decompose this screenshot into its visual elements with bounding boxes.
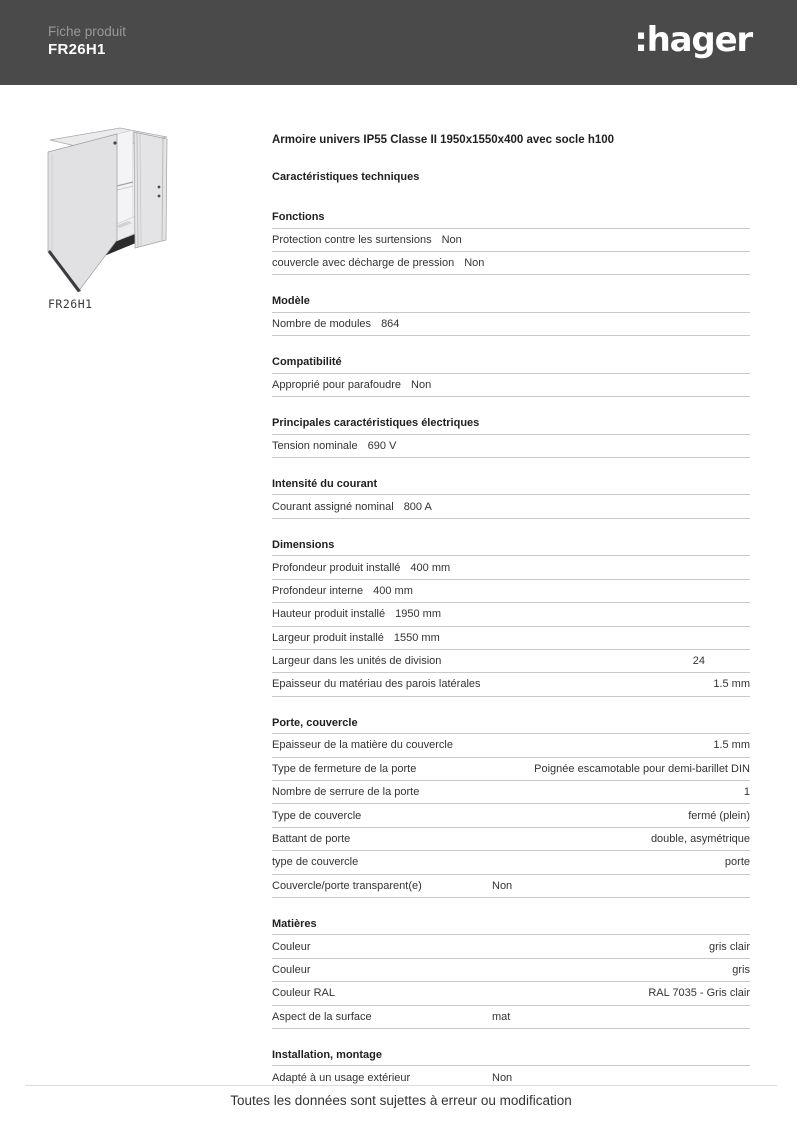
spec-section — [272, 918, 750, 1029]
spec-label: Hauteur produit installé — [272, 608, 386, 621]
spec-value: 400 mm — [373, 584, 413, 597]
spec-row — [272, 627, 750, 650]
spec-row — [272, 374, 750, 397]
doc-type-label: Fiche produit — [48, 24, 127, 39]
spec-column — [272, 133, 750, 1085]
spec-value: mat — [492, 1010, 511, 1023]
spec-sections — [272, 211, 750, 1085]
spec-value: double, asymétrique — [650, 832, 750, 845]
spec-value: Non — [492, 879, 513, 892]
section-heading: Principales caractéristiques électriques — [272, 417, 750, 435]
section-heading: Dimensions — [272, 539, 750, 557]
spec-row — [272, 313, 750, 336]
spec-value: 1550 mm — [393, 631, 440, 644]
header-bar — [0, 0, 797, 85]
spec-value: Non — [464, 257, 485, 270]
spec-label: Nombre de modules — [272, 317, 372, 330]
spec-row — [272, 603, 750, 626]
spec-row — [272, 781, 750, 804]
spec-label: Profondeur interne — [272, 584, 364, 597]
page-title: Armoire univers IP55 Classe II 1950x1550x400 avec socle h100 — [272, 134, 615, 146]
spec-value: 864 — [381, 317, 400, 330]
header-product-code: FR26H1 — [48, 41, 106, 58]
spec-row — [272, 580, 750, 603]
spec-value: RAL 7035 - Gris clair — [648, 987, 750, 1000]
spec-section — [272, 478, 750, 519]
spec-section — [272, 295, 750, 336]
spec-value: 400 mm — [410, 561, 451, 574]
spec-label: Protection contre les surtensions — [272, 233, 432, 246]
spec-value: Non — [492, 1071, 513, 1084]
spec-value: 1.5 mm — [713, 739, 750, 752]
spec-value: gris clair — [709, 940, 750, 953]
image-caption: FR26H1 — [48, 297, 93, 311]
characteristics-subtitle: Caractéristiques techniques — [272, 171, 420, 183]
spec-row — [272, 982, 750, 1005]
spec-row — [272, 851, 750, 874]
spec-row — [272, 804, 750, 827]
section-heading: Installation, montage — [272, 1049, 750, 1067]
spec-value: porte — [724, 856, 750, 869]
spec-row — [272, 875, 750, 898]
spec-section — [272, 356, 750, 397]
spec-value: 690 V — [367, 439, 397, 452]
spec-row — [272, 650, 750, 673]
spec-section — [272, 539, 750, 697]
spec-row — [272, 252, 750, 275]
spec-label: Profondeur produit installé — [272, 561, 401, 574]
section-heading: Matières — [272, 918, 750, 936]
spec-label: Couleur — [272, 940, 311, 953]
spec-label: Tension nominale — [272, 439, 358, 452]
spec-label: type de couvercle — [272, 856, 359, 869]
spec-label: Largeur dans les unités de division — [272, 655, 442, 668]
spec-row — [272, 673, 750, 696]
spec-value: 24 — [692, 655, 705, 668]
spec-row — [272, 758, 750, 781]
hager-logo: :hager — [634, 20, 752, 60]
spec-label: Couleur RAL — [272, 987, 335, 1000]
footer-separator — [25, 1085, 777, 1086]
header-text-block — [48, 24, 126, 58]
spec-row — [272, 1006, 750, 1029]
spec-label: Couleur — [272, 964, 311, 976]
section-heading: Modèle — [272, 295, 750, 313]
spec-section — [272, 717, 750, 898]
spec-label: Type de couvercle — [272, 809, 362, 822]
spec-row — [272, 935, 750, 958]
spec-section — [272, 1049, 750, 1085]
spec-row — [272, 1066, 750, 1085]
spec-value: Poignée escamotable pour demi-barillet DIN — [534, 762, 750, 775]
spec-value: Non — [441, 233, 462, 246]
section-heading: Compatibilité — [272, 356, 750, 374]
spec-label: Aspect de la surface — [272, 1010, 372, 1023]
spec-value: 1 — [743, 786, 750, 799]
spec-label: Epaisseur du matériau des parois latérales — [272, 678, 481, 691]
spec-value: 1950 mm — [395, 608, 441, 621]
section-heading: Porte, couvercle — [272, 717, 750, 735]
spec-label: Couvercle/porte transparent(e) — [272, 879, 422, 892]
spec-section — [272, 211, 750, 275]
spec-label: Battant de porte — [272, 832, 351, 845]
spec-label: Nombre de serrure de la porte — [272, 786, 420, 799]
spec-value: 1.5 mm — [713, 678, 750, 691]
spec-row — [272, 959, 750, 982]
spec-label: Approprié pour parafoudre — [272, 378, 402, 391]
spec-value: 800 A — [403, 500, 432, 513]
spec-label: Type de fermeture de la porte — [272, 762, 417, 775]
section-heading: Intensité du courant — [272, 478, 750, 496]
spec-value: gris — [732, 964, 750, 976]
spec-value: fermé (plein) — [688, 809, 750, 822]
spec-row — [272, 734, 750, 757]
product-image — [40, 126, 180, 296]
spec-section — [272, 417, 750, 458]
spec-value: Non — [411, 378, 432, 391]
spec-row — [272, 495, 750, 518]
spec-row — [272, 435, 750, 458]
spec-label: Largeur produit installé — [272, 631, 384, 644]
section-heading: Fonctions — [272, 211, 750, 229]
spec-label: Courant assigné nominal — [272, 500, 394, 513]
spec-label: Epaisseur de la matière du couvercle — [272, 739, 453, 752]
spec-label: Adapté à un usage extérieur — [272, 1071, 411, 1084]
spec-row — [272, 229, 750, 252]
footer-disclaimer: Toutes les données sont sujettes à erreur ou modification — [230, 1093, 572, 1108]
spec-label: couvercle avec décharge de pression — [272, 257, 455, 270]
spec-row — [272, 828, 750, 851]
cabinet-illustration — [40, 126, 180, 296]
spec-row — [272, 556, 750, 579]
